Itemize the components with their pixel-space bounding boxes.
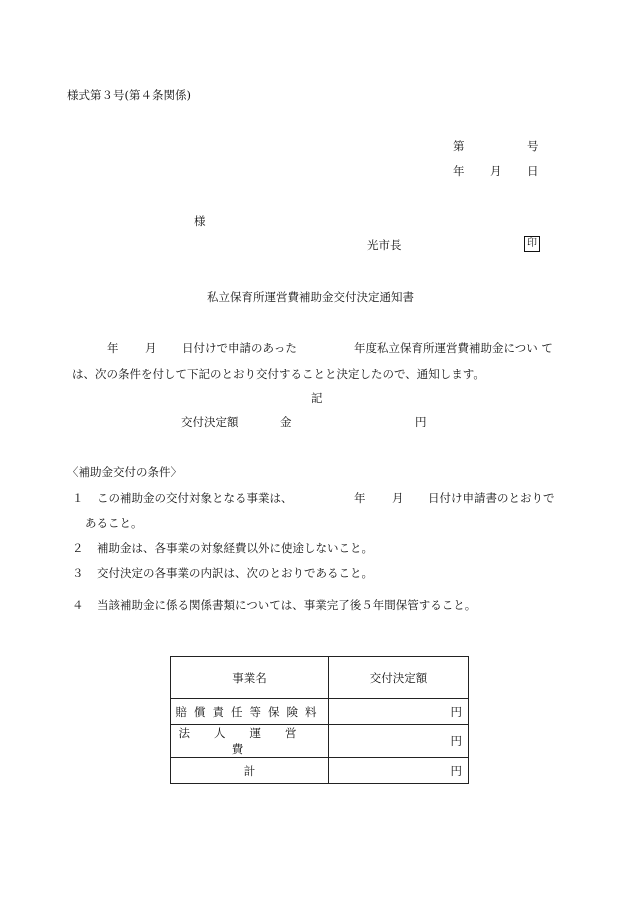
body-text-2: 年度私立保育所運営費補助金につい て [354, 341, 553, 355]
amount-label: 交付決定額 [181, 415, 239, 429]
doc-number-suffix: 号 [527, 139, 539, 153]
row-amount: 円 [329, 725, 469, 758]
table-row [171, 758, 469, 784]
header-project-name: 事業名 [171, 657, 329, 699]
condition-4-text: 当該補助金に係る関係書類については、事業完了後５年間保管すること。 [97, 598, 477, 612]
form-number: 様式第３号(第４条関係) [67, 88, 191, 102]
body-text-1: 日付けで申請のあった [182, 341, 297, 355]
row-amount: 円 [329, 758, 469, 784]
table-row [171, 725, 469, 758]
row-name: 法人運営費 [171, 725, 329, 758]
issuer: 光市長 [367, 238, 402, 252]
condition-3-number: ３ [72, 566, 84, 580]
condition-2-number: ２ [72, 541, 84, 555]
table-header-row [171, 657, 469, 699]
condition-1-text-2: 日付け申請書のとおりで [428, 491, 555, 505]
condition-1-number: １ [72, 491, 84, 505]
addressee-suffix: 様 [194, 214, 206, 228]
body-text-3: は、次の条件を付して下記のとおり交付することと決定したので、通知します。 [72, 367, 485, 381]
header-amount: 交付決定額 [329, 657, 469, 699]
date-day: 日 [527, 164, 539, 178]
table-row [171, 699, 469, 725]
body-month: 月 [145, 341, 157, 355]
doc-number-prefix: 第 [453, 139, 465, 153]
seal-mark: 印 [524, 236, 540, 252]
row-name: 賠償責任等保険料 [171, 699, 329, 725]
condition-1-year: 年 [354, 491, 366, 505]
condition-3-text: 交付決定の各事業の内訳は、次のとおりであること。 [97, 566, 373, 580]
amount-kin: 金 [280, 415, 292, 429]
condition-1-month: 月 [392, 491, 404, 505]
document-title: 私立保育所運営費補助金交付決定通知書 [207, 290, 414, 304]
ki-label: 記 [311, 391, 323, 405]
date-month: 月 [490, 164, 502, 178]
condition-2-text: 補助金は、各事業の対象経費以外に使途しないこと。 [97, 541, 373, 555]
condition-4-number: ４ [72, 598, 84, 612]
row-name: 計 [171, 758, 329, 784]
amount-yen: 円 [415, 415, 427, 429]
condition-1-text: この補助金の交付対象となる事業は、 [97, 491, 293, 505]
row-amount: 円 [329, 699, 469, 725]
conditions-heading: 〈補助金交付の条件〉 [67, 465, 182, 479]
body-year: 年 [107, 341, 119, 355]
breakdown-table [170, 656, 469, 784]
date-year: 年 [453, 164, 465, 178]
condition-1-continuation: あること。 [85, 516, 143, 530]
